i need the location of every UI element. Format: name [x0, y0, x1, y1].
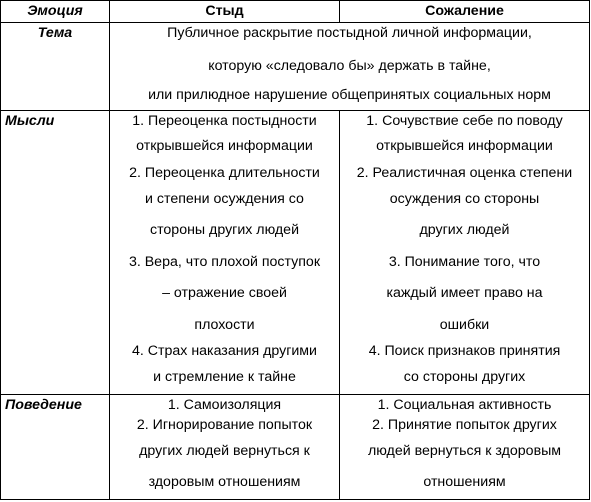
tema-line: Публичное раскрытие постыдной личной информации, — [167, 25, 532, 41]
list-item: 2. Принятие попыток других людей вернуться к здоровым отношениям — [367, 416, 562, 490]
table-row-tema — [1, 23, 590, 111]
povedenie-regret-cell — [340, 394, 590, 499]
mysli-shame-cell — [110, 111, 340, 395]
list-item: 1. Переоценка постыдности открывшейся информации — [132, 113, 317, 154]
tema-line: или прилюдное нарушение общепринятых социальных норм — [148, 87, 551, 103]
list-item: 3. Вера, что плохой поступок – отражение своей плохости — [128, 253, 321, 333]
list-item: 2. Игнорирование попыток других людей вернуться к здоровым отношениям — [136, 416, 313, 490]
header-regret: Сожаление — [340, 1, 590, 23]
list-item: 1. Самоизоляция — [167, 396, 282, 413]
list-item: 4. Поиск признаков принятия со стороны других — [368, 343, 561, 385]
row-label-mysli: Мысли — [1, 111, 110, 395]
table-row-mysli — [1, 111, 590, 395]
header-row — [1, 1, 590, 23]
table-row-povedenie — [1, 394, 590, 499]
list-item: 4. Страх наказания другими и стремление к тайне — [132, 343, 317, 385]
header-emotion: Эмоция — [1, 1, 110, 23]
list-item: 3. Понимание того, что каждый имеет право на ошибки — [386, 253, 543, 333]
row-label-povedenie: Поведение — [1, 394, 110, 499]
mysli-regret-cell — [340, 111, 590, 395]
header-shame: Стыд — [110, 1, 340, 23]
povedenie-shame-cell — [110, 394, 340, 499]
list-item: 1. Сочувствие себе по поводу открывшейся информации — [366, 113, 563, 154]
tema-line: которую «следовало бы» держать в тайне, — [208, 58, 491, 74]
list-item: 1. Социальная активность — [377, 396, 552, 413]
list-item: 2. Переоценка длительности и степени осуждения со стороны других людей — [129, 164, 320, 238]
row-label-tema: Тема — [1, 23, 110, 111]
list-item: 2. Реалистичная оценка степени осуждения со стороны других людей — [356, 164, 573, 238]
tema-description — [110, 23, 590, 111]
